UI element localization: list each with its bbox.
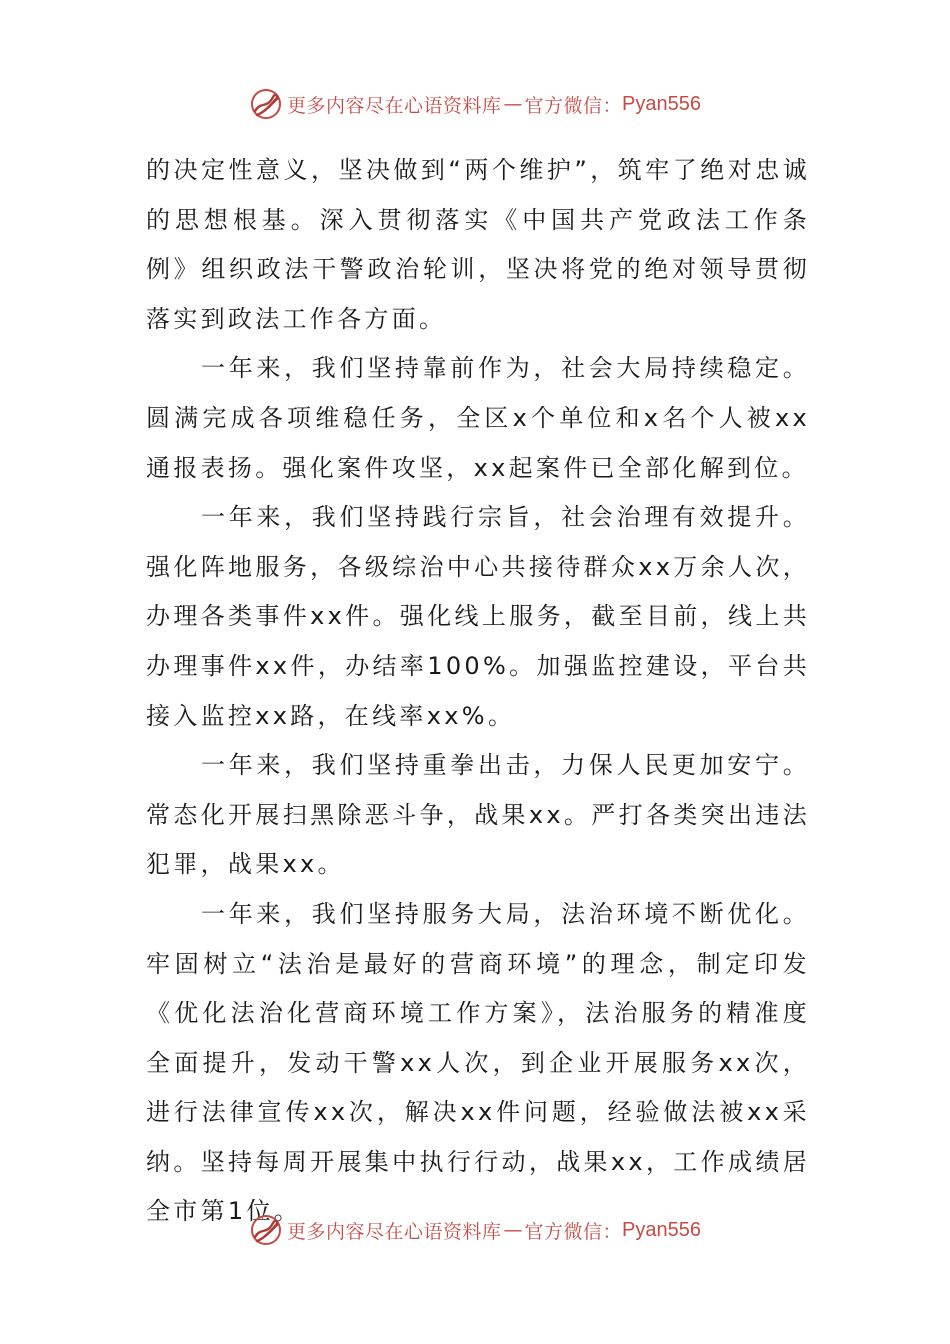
watermark-wechat-id: Pyan556: [622, 1218, 701, 1241]
header-watermark: [0, 84, 950, 124]
paragraph-1: 的决定性意义，坚决做到“两个维护”，筑牢了绝对忠诚的思想根基。深入贯彻落实《中国共产党政法工作条例》组织政法干警政治轮训，坚决将党的绝对领导贯彻落实到政法工作各方面。: [146, 156, 810, 333]
watermark-brand: 更多内容尽在心语资料库: [287, 94, 502, 117]
pen-signature-icon: [249, 87, 283, 121]
watermark-wechat-label: 官方微信：: [524, 94, 623, 117]
pen-signature-icon: [249, 1213, 283, 1247]
watermark-wechat-id: Pyan556: [622, 92, 701, 115]
paragraph-3: 一年来，我们坚持践行宗旨，社会治理有效提升。强化阵地服务，各级综治中心共接待群众xx万余人次，办理各类事件xx件。强化线上服务，截至目前，线上共办理事件xx件，办结率100%。加强监控建设，平台共接入监控xx路，在线率xx%。: [146, 503, 810, 730]
watermark-dash: —: [503, 93, 523, 115]
watermark-wechat-label: 官方微信：: [524, 1220, 623, 1243]
watermark-brand: 更多内容尽在心语资料库: [287, 1220, 502, 1243]
paragraph-5: 一年来，我们坚持服务大局，法治环境不断优化。牢固树立“法治是最好的营商环境”的理念，制定印发《优化法治化营商环境工作方案》，法治服务的精准度全面提升，发动干警xx人次，到企业开展服务xx次，进行法律宣传xx次，解决xx件问题，经验做法被xx采纳。坚持每周开展集中执行行动，战果xx，工作成绩居全市第1位。: [146, 899, 810, 1226]
paragraph-2: 一年来，我们坚持靠前作为，社会大局持续稳定。圆满完成各项维稳任务，全区x个单位和x名个人被xx通报表扬。强化案件攻坚，xx起案件已全部化解到位。: [146, 354, 810, 482]
watermark-dash: —: [503, 1219, 523, 1241]
document-body: [146, 146, 810, 1237]
paragraph-4: 一年来，我们坚持重拳出击，力保人民更加安宁。常态化开展扫黑除恶斗争，战果xx。严打各类突出违法犯罪，战果xx。: [146, 751, 810, 879]
footer-watermark: [0, 1210, 950, 1250]
